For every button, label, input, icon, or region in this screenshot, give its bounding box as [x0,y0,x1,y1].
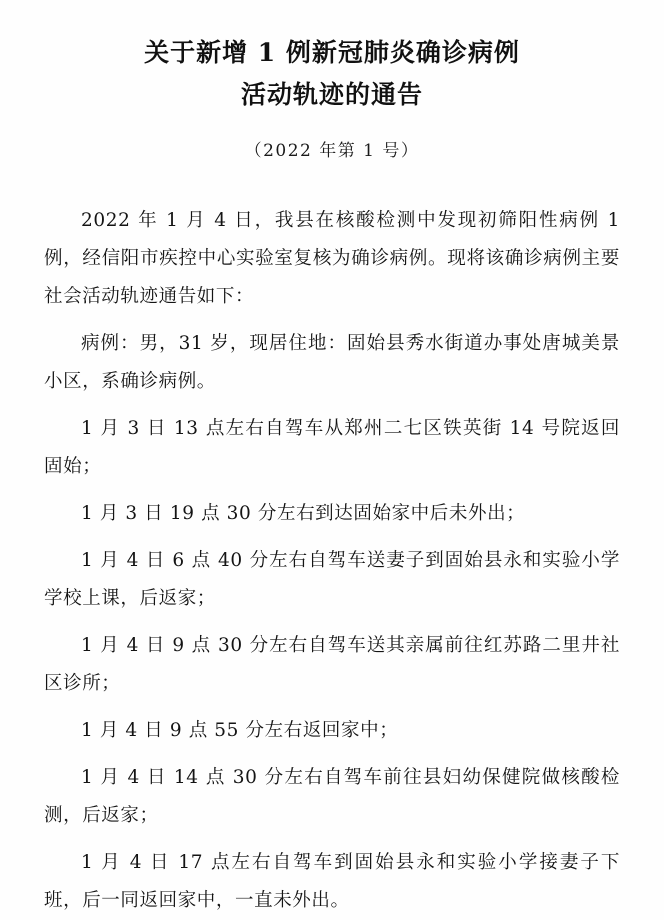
paragraph: 1 月 4 日 6 点 40 分左右自驾车送妻子到固始县永和实验小学学校上课，后返家； [44,550,620,609]
page-title-line-1: 关于新增 1 例新冠肺炎确诊病例 [144,38,520,67]
document-body [44,202,620,920]
paragraph: 1 月 4 日 9 点 30 分左右自驾车送其亲属前往红苏路二里井社区诊所； [44,635,620,694]
paragraph: 2022 年 1 月 4 日，我县在核酸检测中发现初筛阳性病例 1 例，经信阳市疾控中心实验室复核为确诊病例。现将该确诊病例主要社会活动轨迹通告如下： [44,210,620,307]
page-title-line-2: 活动轨迹的通告 [240,80,423,109]
document-number: （2022 年第 1 号） [244,141,420,161]
paragraph: 1 月 4 日 9 点 55 分左右返回家中； [81,720,399,741]
paragraph: 1 月 3 日 13 点左右自驾车从郑州二七区铁英街 14 号院返回固始； [44,418,620,477]
page-title [44,32,620,116]
paragraph: 1 月 4 日 14 点 30 分左右自驾车前往县妇幼保健院做核酸检测，后返家； [44,767,620,826]
paragraph: 1 月 4 日 17 点左右自驾车到固始县永和实验小学接妻子下班，后一同返回家中，一直未外出。 [44,852,620,911]
paragraph: 病例：男，31 岁，现居住地：固始县秀水街道办事处唐城美景小区，系确诊病例。 [44,333,620,392]
paragraph: 1 月 3 日 19 点 30 分左右到达固始家中后未外出； [81,503,526,524]
